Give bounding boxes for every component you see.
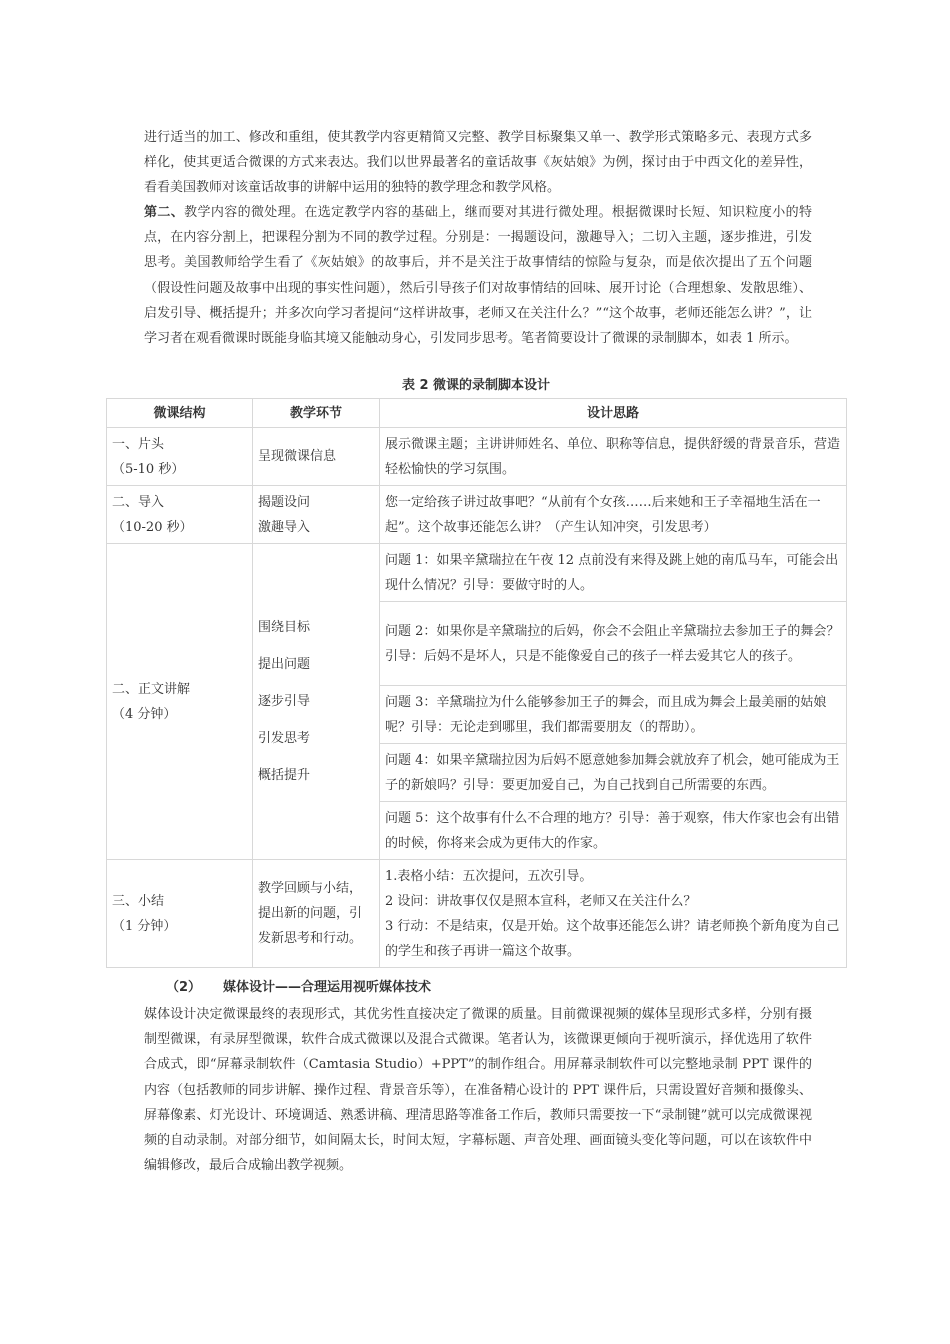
- table-row: [107, 860, 847, 968]
- step-cell: 呈现微课信息: [253, 428, 380, 486]
- summary-line: 3 行动：不是结束，仅是开始。这个故事还能怎么讲？请老师换个新角度为自己的学生和孩子再讲一篇这个故事。: [385, 918, 840, 959]
- table-row: [107, 428, 847, 486]
- second-paragraph-body: 教学内容的微处理。在选定教学内容的基础上，继而要对其进行微处理。根据微课时长短、知识粒度小的特点，在内容分割上，把课程分割为不同的教学过程。分别是：一揭题设问，激趣导入；二切入主题，逐步推进，引发思考。美国教师给学生看了《灰姑娘》的故事后，并不是关注于故事情结的惊险与复杂，而是依次提出了五个问题（假设性问题及故事中出现的事实性问题），然后引导孩子们对故事情结的回味、展开讨论（合理想象、发散思维）、启发引导、概括提升；并多次向学习者提问“这样讲故事，老师又在关注什么？”“这个故事，老师还能怎么讲？”，让学习者在观看微课时既能身临其境又能触动身心，引发同步思考。笔者简要设计了微课的录制脚本，如表 1 所示。: [144, 205, 812, 347]
- summary-line: 2 设问：讲故事仅仅是照本宣科，老师又在关注什么？: [385, 893, 697, 909]
- step-item: 概括提升: [258, 768, 311, 783]
- recording-script-table: [106, 398, 847, 968]
- stage-name: 一、片头: [112, 436, 165, 452]
- question-cell: 问题 3：辛黛瑞拉为什么能够参加王子的舞会，而且成为舞会上最美丽的姑娘呢？引导：无论走到哪里，我们都需要朋友（的帮助）。: [380, 686, 847, 744]
- stage-cell: [107, 486, 253, 544]
- question-cell: 问题 5：这个故事有什么不合理的地方？引导：善于观察，伟大作家也会有出错的时候，你将来会成为更伟大的作家。: [380, 802, 847, 860]
- step-item: 激趣导入: [258, 519, 311, 535]
- stage-cell: [107, 860, 253, 968]
- intro-paragraph: 进行适当的加工、修改和重组，使其教学内容更精简又完整、教学目标聚集又单一、教学形式策略多元、表现方式多样化，使其更适合微课的方式来表达。我们以世界最著名的童话故事《灰姑娘》为例，探讨由于中西文化的差异性，看看美国教师对该童话故事的讲解中运用的独特的教学理念和教学风格。: [144, 130, 812, 196]
- section-title: 媒体设计——合理运用视听媒体技术: [223, 980, 432, 995]
- step-cell: [253, 486, 380, 544]
- step-item: 揭题设问: [258, 494, 311, 510]
- question-cell: 问题 1：如果辛黛瑞拉在午夜 12 点前没有来得及跳上她的南瓜马车，可能会出现什么情况？引导：要做守时的人。: [380, 544, 847, 602]
- design-cell: 展示微课主题；主讲讲师姓名、单位、职称等信息，提供舒缓的背景音乐，营造轻松愉快的学习氛围。: [380, 428, 847, 486]
- step-item: 逐步引导: [258, 694, 311, 709]
- step-cell: [253, 544, 380, 860]
- media-paragraph: 媒体设计决定微课最终的表现形式，其优劣性直接决定了微课的质量。目前微课视频的媒体呈现形式多样，分别有摄制型微课，有录屏型微课，软件合成式微课以及混合式微课。笔者认为，该微课更倾向于视听演示，择优选用了软件合成式，即“屏幕录制软件（Camtasia Studio）+PPT”的制作组合。用屏幕录制软件可以完整地录制 PPT 课件的内容（包括教师的同步讲解、操作过程、背景音乐等），在准备精心设计的 PPT 课件后，只需设置好音频和摄像头、屏幕像素、灯光设计、环境调适、熟悉讲稿、理清思路等准备工作后，教师只需要按一下“录制键”就可以完成微课视频的自动录制。对部分细节，如间隔太长，时间太短，字幕标题、声音处理、画面镜头变化等问题，可以在该软件中编辑修改，最后合成输出教学视频。: [144, 1007, 812, 1174]
- second-paragraph: [144, 200, 812, 351]
- stage-cell: [107, 428, 253, 486]
- question-cell: 问题 4：如果辛黛瑞拉因为后妈不愿意她参加舞会就放弃了机会，她可能成为王子的新娘吗？引导：要更加爱自己，为自己找到自己所需要的东西。: [380, 744, 847, 802]
- step-item: 提出问题: [258, 657, 311, 672]
- stage-name: 二、导入: [112, 494, 165, 510]
- design-cell: 您一定给孩子讲过故事吧？“从前有个女孩……后来她和王子幸福地生活在一起”。这个故事还能怎么讲？（产生认知冲突，引发思考）: [380, 486, 847, 544]
- header-design: 设计思路: [380, 399, 847, 428]
- summary-line: 1.表格小结：五次提问，五次引导。: [385, 868, 593, 884]
- step-item: 围绕目标: [258, 620, 311, 635]
- section-number: （2）: [166, 980, 202, 995]
- section-heading: [166, 978, 431, 998]
- stage-name: 二、正文讲解: [112, 681, 191, 697]
- table-header-row: [107, 399, 847, 428]
- design-cell: [380, 860, 847, 968]
- question-cell: 问题 2：如果你是辛黛瑞拉的后妈，你会不会阻止辛黛瑞拉去参加王子的舞会？引导：后妈不是坏人，只是不能像爱自己的孩子一样去爱其它人的孩子。: [380, 602, 847, 686]
- table-caption: 表 2 微课的录制脚本设计: [401, 378, 551, 393]
- stage-time: （5-10 秒）: [112, 461, 185, 477]
- table-row: [107, 544, 847, 602]
- step-cell: 教学回顾与小结，提出新的问题，引发新思考和行动。: [253, 860, 380, 968]
- table-row: [107, 486, 847, 544]
- stage-name: 三、小结: [112, 893, 165, 909]
- header-step: 教学环节: [253, 399, 380, 428]
- stage-time: （4 分钟）: [112, 706, 177, 722]
- stage-time: （10-20 秒）: [112, 519, 193, 535]
- stage-cell: [107, 544, 253, 860]
- second-paragraph-lead: 第二、: [144, 205, 185, 220]
- header-structure: 微课结构: [107, 399, 253, 428]
- step-item: 引发思考: [258, 731, 311, 746]
- stage-time: （1 分钟）: [112, 918, 177, 934]
